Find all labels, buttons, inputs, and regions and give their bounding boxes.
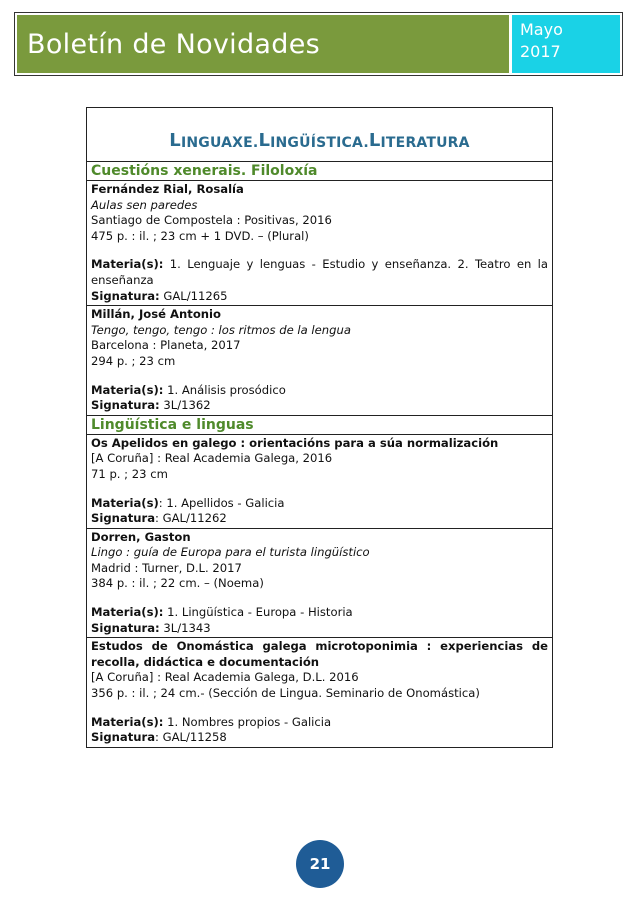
heading-part: L [258,130,271,151]
entry-materia [91,715,548,731]
materia-value: : 1. Apellidos - Galicia [158,495,285,510]
entry-materia [91,383,548,399]
entry-materia [91,605,548,621]
entry-imprint: Barcelona : Planeta, 2017 [91,338,241,353]
materia-label: Materia(s): [91,605,164,620]
signatura-label: Signatura: [91,398,160,413]
entry-signatura [91,511,548,527]
materia-label: Materia(s) [91,495,159,510]
entry-title: Lingo : guía de Europa para el turista lingüístico [91,545,370,560]
entry-imprint: Santiago de Compostela : Positivas, 2016 [91,213,332,228]
entry-author: Fernández Rial, Rosalía [91,182,244,196]
entry-title: Tengo, tengo, tengo : los ritmos de la lengua [91,322,351,337]
entry-imprint: [A Coruña] : Real Academia Galega, 2016 [91,451,333,466]
signatura-value: : GAL/11258 [155,730,227,745]
heading-part: ITERATURA [380,135,470,151]
catalog-table [86,107,553,748]
signatura-value: GAL/11265 [159,288,228,303]
entry-author: Millán, José Antonio [91,307,221,322]
catalog-entry [87,529,552,639]
signatura-value: : GAL/11262 [155,511,227,526]
signatura-value: 3L/1362 [159,398,211,413]
heading-part: INGUAXE. [180,135,259,151]
heading-part: INGÜÍSTICA. [270,135,369,151]
issue-year: 2017 [520,42,561,61]
catalog-entry [87,638,552,747]
issue-month: Mayo [520,20,563,39]
entry-signatura [91,398,548,414]
entry-imprint: Madrid : Turner, D.L. 2017 [91,560,242,575]
header-banner [14,12,623,76]
catalog-entry [87,181,552,306]
heading-part: L [169,130,181,151]
entry-signatura [91,621,548,637]
materia-value: 1. Nombres propios - Galicia [163,714,332,729]
heading-part: L [368,130,381,151]
entry-signatura [91,289,548,305]
issue-date [512,15,620,73]
entry-signatura [91,730,548,746]
entry-imprint: [A Coruña] : Real Academia Galega, D.L. 2016 [91,670,359,685]
entry-physical: 294 p. ; 23 cm [91,353,176,368]
subsection-title: Lingüística e linguas [87,416,552,435]
entry-title: Estudos de Onomástica galega microtoponimia : experiencias de recolla, didáctica e documentación [91,639,548,669]
section-heading [87,108,552,162]
signatura-label: Signatura: [91,288,160,303]
page-number: 21 [296,840,344,888]
entry-materia [91,257,548,288]
entry-physical: 475 p. : il. ; 23 cm + 1 DVD. – (Plural) [91,228,309,243]
materia-value: 1. Análisis prosódico [163,382,286,397]
catalog-entry [87,435,552,529]
materia-label: Materia(s): [91,382,164,397]
entry-title: Os Apelidos en galego : orientacións para a súa normalización [91,435,499,450]
signatura-label: Signatura [91,511,156,526]
entry-physical: 356 p. : il. ; 24 cm.- (Sección de Lingua. Seminario de Onomástica) [91,686,480,701]
bulletin-title: Boletín de Novidades [17,15,509,73]
entry-materia [91,496,548,512]
entry-author: Dorren, Gaston [91,529,191,544]
signatura-label: Signatura [91,730,156,745]
materia-label: Materia(s): [91,714,164,729]
signatura-label: Signatura: [91,620,160,635]
materia-value: 1. Lenguaje y lenguas - Estudio y enseñanza. 2. Teatro en la enseñanza [91,257,548,287]
entry-physical: 384 p. : il. ; 22 cm. – (Noema) [91,576,264,591]
entry-title: Aulas sen paredes [91,197,198,212]
materia-label: Materia(s): [91,257,164,272]
entry-physical: 71 p. ; 23 cm [91,466,168,481]
subsection-title: Cuestións xenerais. Filoloxía [87,162,552,181]
catalog-entry [87,306,552,416]
signatura-value: 3L/1343 [159,620,211,635]
materia-value: 1. Lingüística - Europa - Historia [163,605,353,620]
